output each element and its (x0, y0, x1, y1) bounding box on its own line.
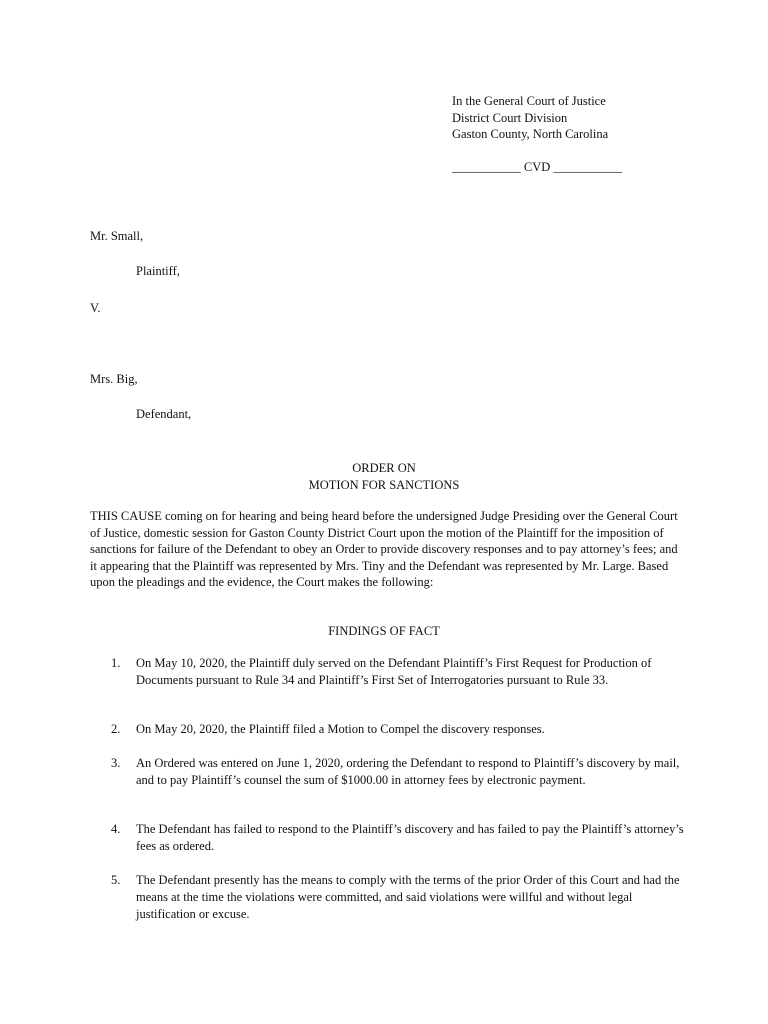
plaintiff-role: Plaintiff, (136, 264, 180, 278)
order-title-line2: MOTION FOR SANCTIONS (308, 477, 460, 492)
finding-text: On May 10, 2020, the Plaintiff duly served on the Defendant Plaintiff’s First Request for Production of Documents pursuant to Rule 34 and Plaintiff’s First Set of Interrogatories pursuant to Rule 33. (136, 656, 652, 687)
court-county: Gaston County, North Carolina (452, 127, 609, 141)
finding-number: 1. (111, 656, 121, 670)
plaintiff-name: Mr. Small, (90, 229, 144, 243)
order-title (0, 460, 768, 493)
finding-number: 5. (111, 873, 121, 887)
finding-text: The Defendant has failed to respond to the Plaintiff’s discovery and has failed to pay the Plaintiff’s attorney’s fees as ordered. (136, 822, 684, 853)
finding-number: 4. (111, 822, 121, 836)
finding-text: The Defendant presently has the means to comply with the terms of the prior Order of this Court and had the means at the time the violations were committed, and said violations were willful and without legal justification or excuse. (136, 873, 680, 921)
court-name: In the General Court of Justice (452, 94, 606, 108)
finding-text: An Ordered was entered on June 1, 2020, ordering the Defendant to respond to Plaintiff’s discovery by mail, and to pay Plaintiff’s counsel the sum of $1000.00 in attorney fees by electronic payment. (136, 756, 680, 787)
finding-number: 3. (111, 756, 121, 770)
file-number: ___________ CVD ___________ (452, 160, 623, 174)
intro-paragraph: THIS CAUSE coming on for hearing and being heard before the undersigned Judge Presiding over the General Court of Justice, domestic session for Gaston County District Court upon the motion of the Plaintiff for the imposition of sanctions for failure of the Defendant to obey an Order to provide discovery responses and to pay attorney’s fees; and it appearing that the Plaintiff was represented by Mrs. Tiny and the Defendant was represented by Mr. Large. Based upon the pleadings and the evidence, the Court makes the following: (90, 509, 678, 589)
court-division: District Court Division (452, 110, 568, 125)
defendant-role: Defendant, (136, 407, 192, 421)
defendant-name: Mrs. Big, (90, 372, 138, 386)
findings-heading: FINDINGS OF FACT (328, 624, 440, 638)
order-title-line1: ORDER ON (352, 461, 416, 475)
court-caption (452, 93, 608, 143)
versus-label: V. (90, 301, 101, 315)
finding-number: 2. (111, 722, 121, 736)
finding-text: On May 20, 2020, the Plaintiff filed a Motion to Compel the discovery responses. (136, 722, 545, 736)
